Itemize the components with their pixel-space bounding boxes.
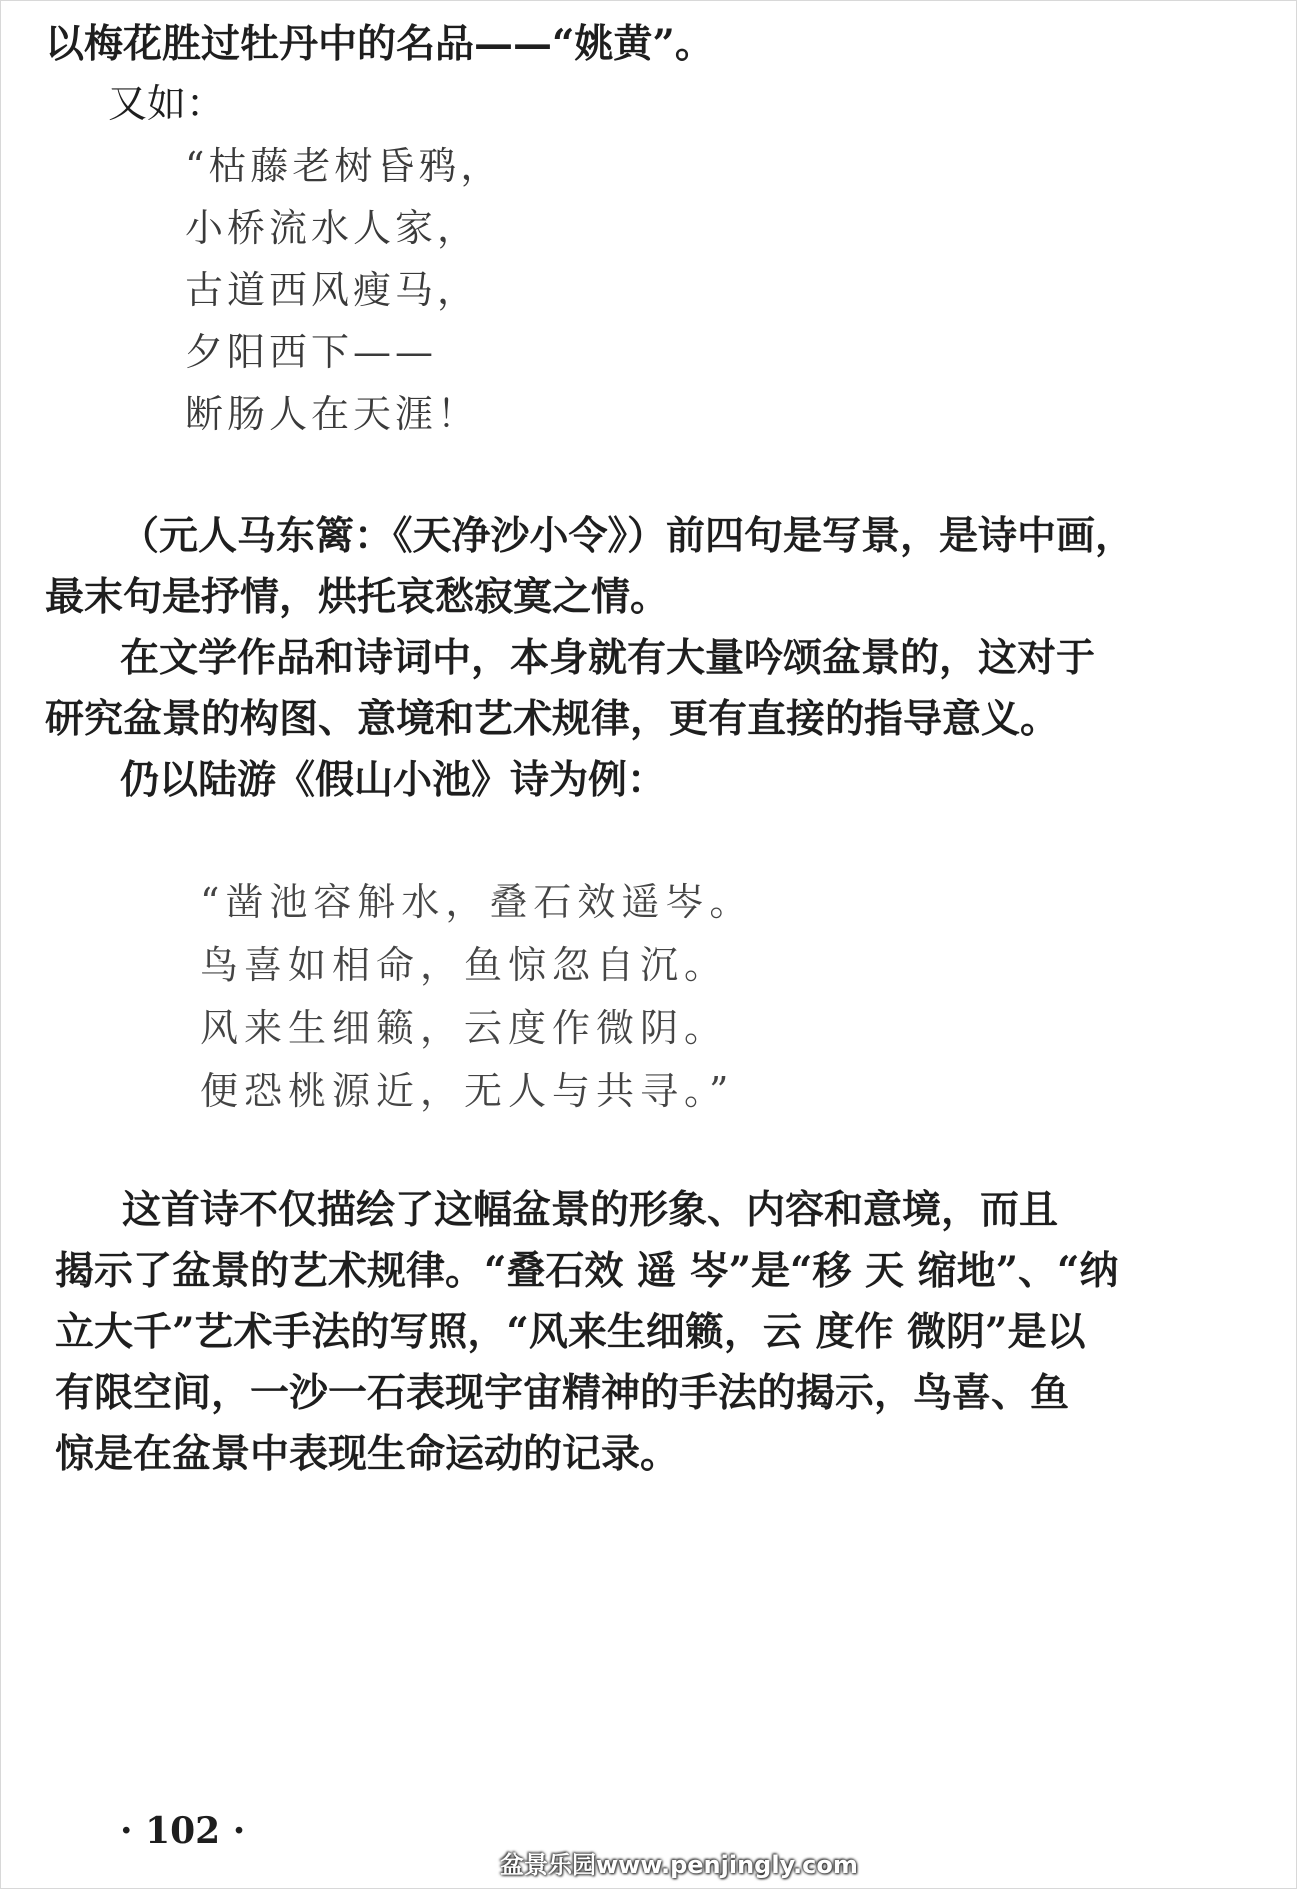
- para3-line: 仍以陆游《假山小池》诗为例：: [120, 757, 667, 803]
- page-number: · 102 ·: [120, 1810, 246, 1852]
- para4-line: 揭示了盆景的艺术规律。“叠石效 遥 岑”是“移 天 缩地”、“纳: [55, 1248, 1119, 1294]
- poem1-line: 断肠人在天涯！: [185, 392, 480, 436]
- para4-line: 有限空间，一沙一石表现宇宙精神的手法的揭示，鸟喜、鱼: [55, 1370, 1070, 1416]
- para4-line: 这首诗不仅描绘了这幅盆景的形象、内容和意境，而且: [122, 1187, 1059, 1233]
- poem2-line: 便恐桃源近，无人与共寻。”: [200, 1069, 735, 1113]
- para4-line: 惊是在盆景中表现生命运动的记录。: [55, 1431, 680, 1477]
- para1-line: （元人马东篱：《天净沙小令》）前四句是写景，是诗中画，: [120, 513, 1135, 559]
- poem2-line: 鸟喜如相命，鱼惊忽自沉。: [200, 943, 729, 987]
- poem2-line: “凿池容斛水，叠石效遥岑。: [200, 880, 754, 924]
- para4-line: 立大千”艺术手法的写照，“风来生细籁，云 度作 微阴”是以: [55, 1309, 1086, 1355]
- poem1-line: 夕阳西下——: [185, 330, 438, 374]
- para2-line: 在文学作品和诗词中，本身就有大量吟颂盆景的，这对于: [120, 635, 1096, 681]
- poem1-line: 古道西风瘦马，: [185, 268, 480, 312]
- para1-line: 最末句是抒情，烘托哀愁寂寞之情。: [45, 574, 670, 620]
- text-line-youru: 又如：: [108, 82, 226, 127]
- poem1-line: “枯藤老树昏鸦，: [185, 144, 503, 188]
- watermark: 盆景乐园www.penjingly.com: [500, 1851, 858, 1879]
- para2-line: 研究盆景的构图、意境和艺术规律，更有直接的指导意义。: [45, 696, 1060, 742]
- text-line-opening: 以梅花胜过牡丹中的名品——“姚黄”。: [45, 21, 714, 67]
- poem2-line: 风来生细籁，云度作微阴。: [200, 1006, 729, 1050]
- poem1-line: 小桥流水人家，: [185, 206, 480, 250]
